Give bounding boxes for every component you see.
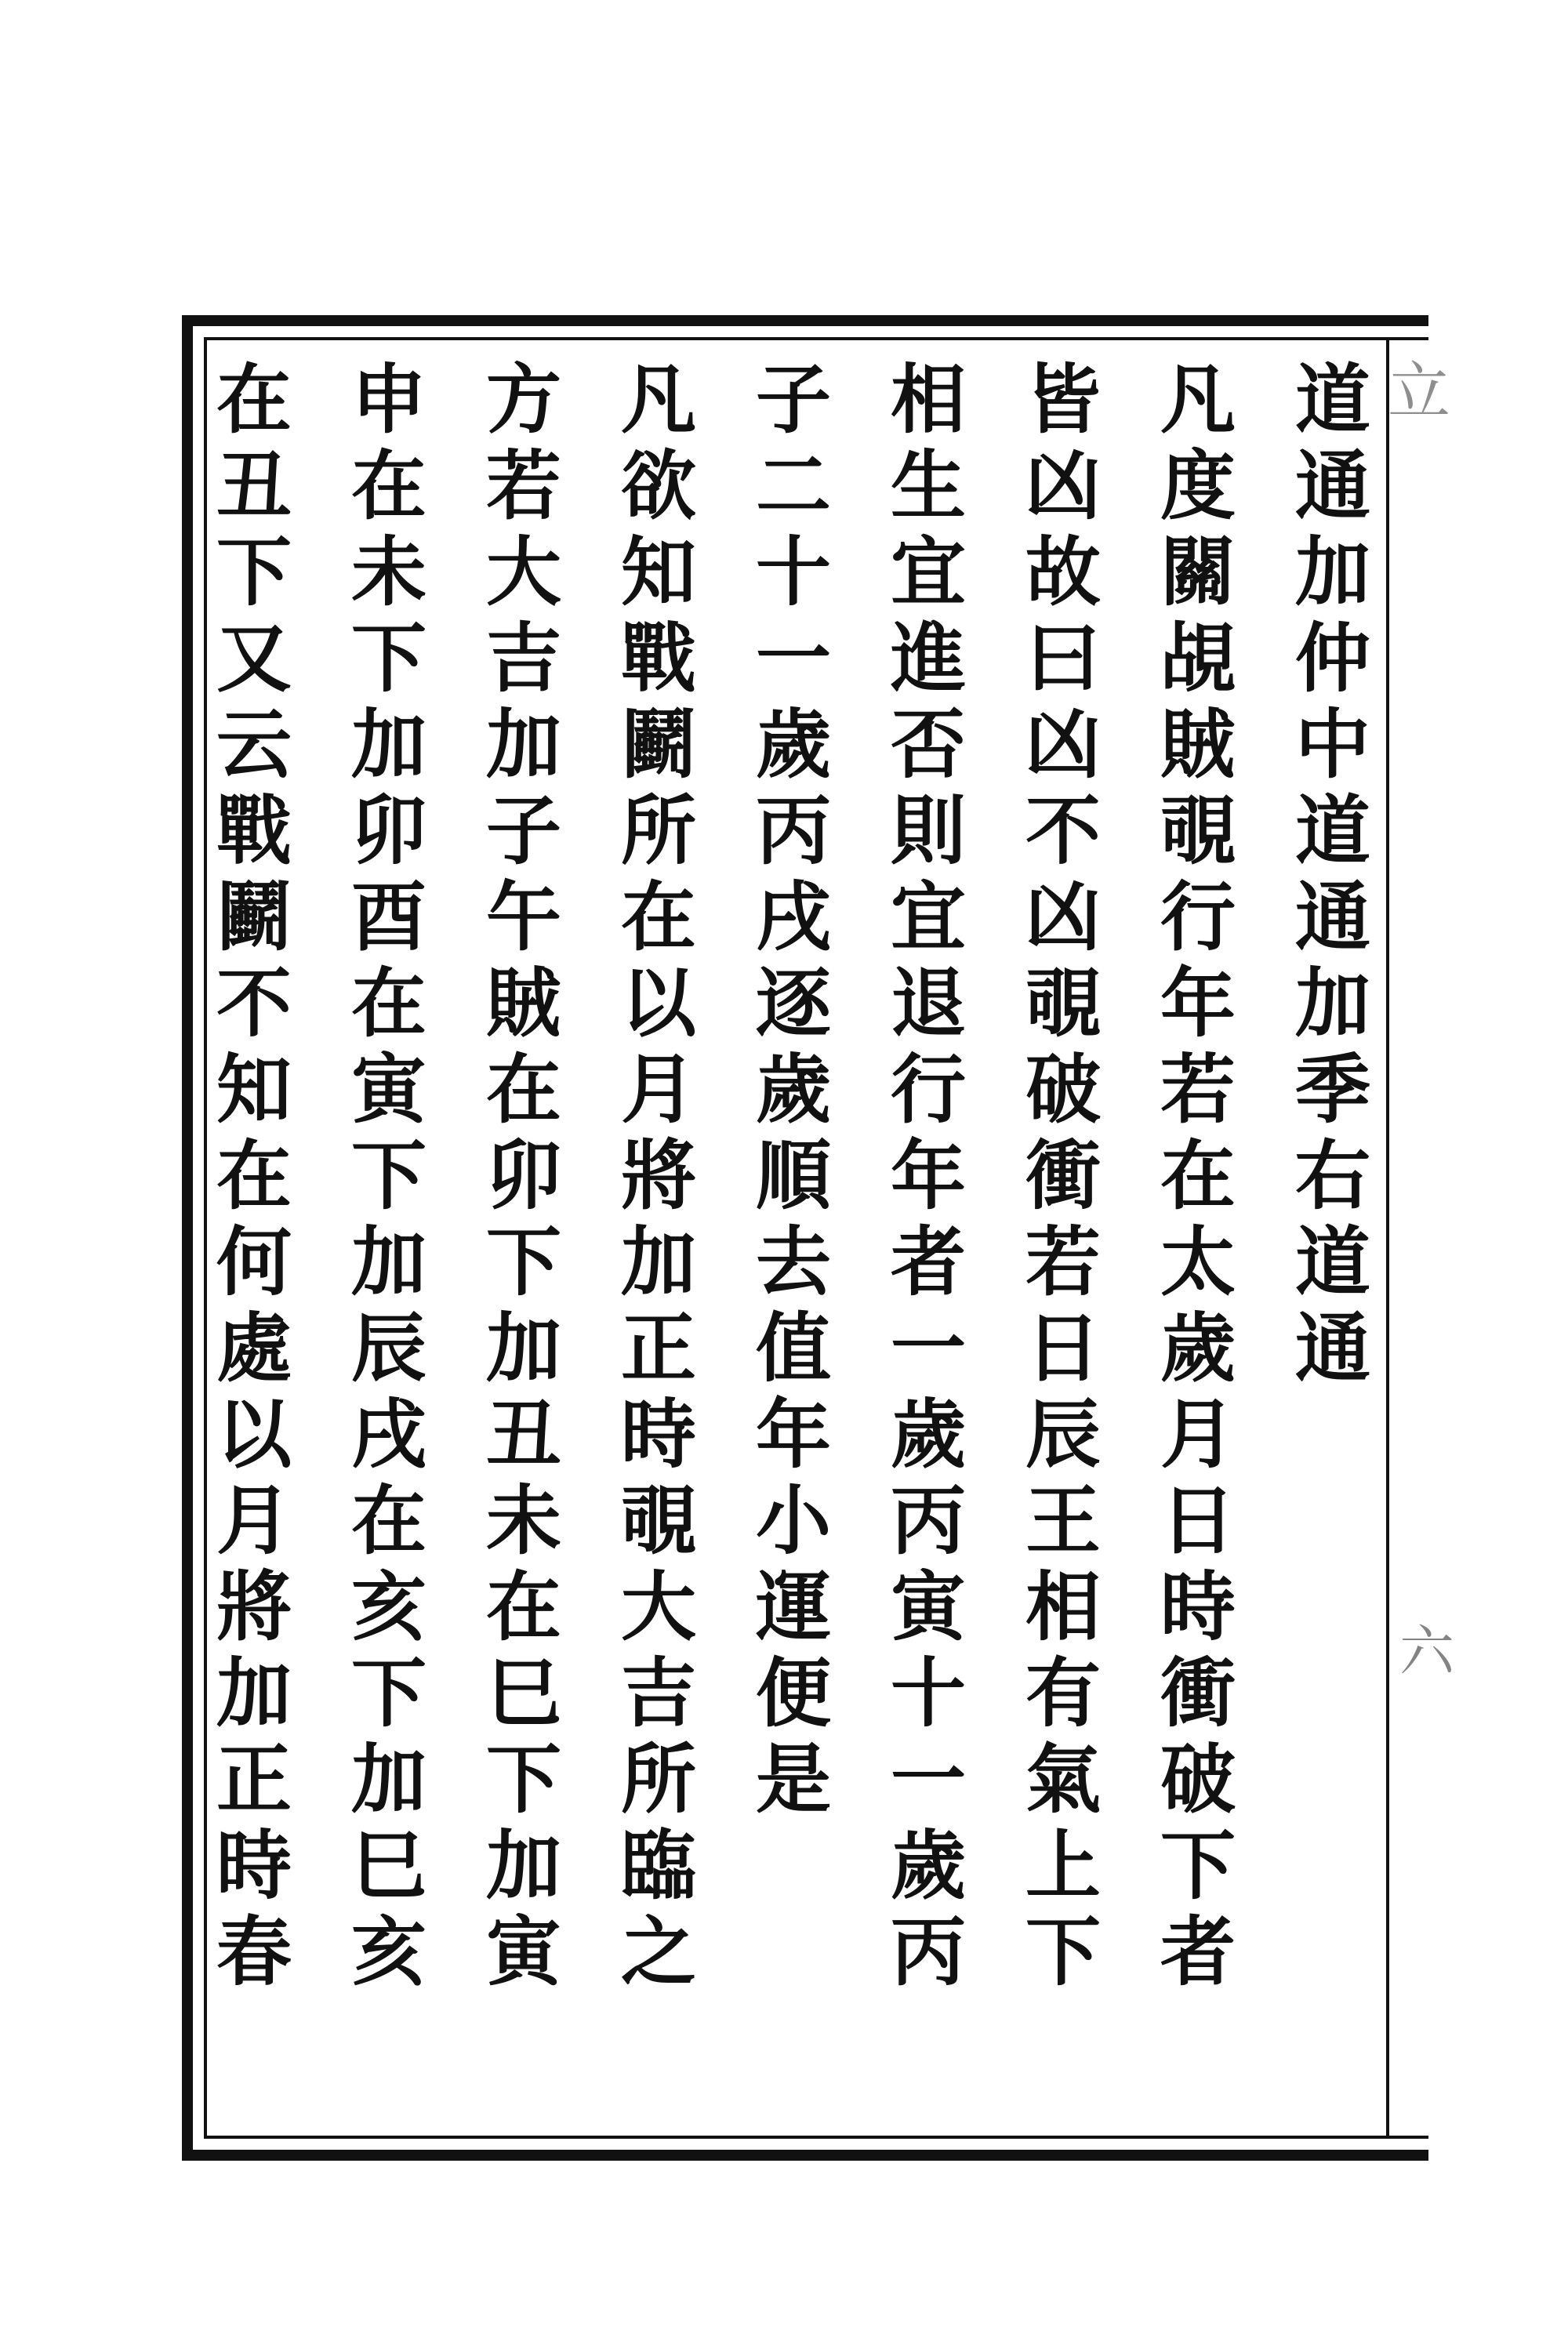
text-character: 歲 xyxy=(756,1046,831,1134)
text-character: 下 xyxy=(351,615,426,702)
text-character: 相 xyxy=(891,356,966,444)
text-character: 之 xyxy=(621,1908,696,1996)
text-character: 道 xyxy=(1295,1218,1370,1306)
text-character: 在 xyxy=(621,873,696,961)
text-character: 宜 xyxy=(891,528,966,616)
text-character: 凶 xyxy=(1025,701,1101,789)
text-character: 生 xyxy=(891,442,966,530)
text-character: 在 xyxy=(351,960,426,1047)
text-character: 覘 xyxy=(1160,615,1236,702)
text-character: 故 xyxy=(1025,528,1101,616)
text-character: 在 xyxy=(1160,1132,1236,1220)
text-character: 下 xyxy=(1160,1822,1236,1910)
text-character: 將 xyxy=(621,1132,696,1220)
text-character: 皆 xyxy=(1025,356,1101,444)
text-character: 午 xyxy=(486,873,561,961)
text-character: 加 xyxy=(1295,528,1370,616)
text-character: 卯 xyxy=(351,787,426,875)
text-character: 未 xyxy=(351,528,426,616)
text-character: 賊 xyxy=(1160,701,1236,789)
text-character: 下 xyxy=(351,1650,426,1737)
text-character: 宜 xyxy=(891,873,966,961)
text-character: 逐 xyxy=(756,960,831,1047)
text-character: 二 xyxy=(756,442,831,530)
text-character: 若 xyxy=(486,442,561,530)
text-character: 戰 xyxy=(216,787,292,875)
text-column xyxy=(338,357,440,1995)
text-character: 下 xyxy=(216,528,292,616)
text-character: 十 xyxy=(756,528,831,616)
text-character: 吉 xyxy=(621,1650,696,1737)
text-character: 季 xyxy=(1295,1046,1370,1134)
text-character: 丑 xyxy=(216,442,292,530)
text-character: 日 xyxy=(1025,1305,1101,1392)
text-character: 寅 xyxy=(486,1908,561,1996)
text-character: 太 xyxy=(1160,1218,1236,1306)
text-character: 通 xyxy=(1295,873,1370,961)
text-character: 下 xyxy=(486,1218,561,1306)
text-character: 否 xyxy=(891,701,966,789)
text-character: 覗 xyxy=(621,1477,696,1565)
text-character: 中 xyxy=(1295,701,1370,789)
text-character: 丙 xyxy=(891,1477,966,1565)
frame-inner-top-rule xyxy=(204,337,1428,340)
text-character: 曰 xyxy=(1025,615,1101,702)
text-character: 王 xyxy=(1025,1477,1101,1565)
text-column xyxy=(742,357,844,1823)
text-character: 衝 xyxy=(1160,1650,1236,1737)
text-character: 寅 xyxy=(351,1046,426,1134)
frame-right-rule xyxy=(1386,337,1389,2139)
text-character: 所 xyxy=(621,787,696,875)
text-character: 加 xyxy=(621,1218,696,1306)
text-character: 歲 xyxy=(891,1822,966,1910)
text-character: 行 xyxy=(1160,873,1236,961)
text-character: 若 xyxy=(1160,1046,1236,1134)
text-character: 仲 xyxy=(1295,615,1370,702)
text-character: 衝 xyxy=(1025,1132,1101,1220)
text-character: 月 xyxy=(216,1477,292,1565)
text-character: 子 xyxy=(486,787,561,875)
text-character: 便 xyxy=(756,1650,831,1737)
frame-inner-bottom-rule xyxy=(204,2136,1428,2139)
text-character: 何 xyxy=(216,1218,292,1306)
text-character: 是 xyxy=(756,1736,831,1824)
text-column xyxy=(473,357,575,1995)
text-character: 加 xyxy=(351,701,426,789)
text-character: 相 xyxy=(1025,1563,1101,1651)
text-character: 卯 xyxy=(486,1132,561,1220)
text-character: 鬬 xyxy=(216,873,292,961)
text-character: 在 xyxy=(216,356,292,444)
text-character: 時 xyxy=(1160,1563,1236,1651)
text-character: 有 xyxy=(1025,1650,1101,1737)
text-character: 順 xyxy=(756,1132,831,1220)
text-character: 小 xyxy=(756,1477,831,1565)
text-character: 右 xyxy=(1295,1132,1370,1220)
text-character: 亥 xyxy=(351,1908,426,1996)
text-character: 寅 xyxy=(891,1563,966,1651)
text-character: 吉 xyxy=(486,615,561,702)
text-character: 在 xyxy=(351,442,426,530)
text-character: 行 xyxy=(891,1046,966,1134)
text-character: 在 xyxy=(216,1132,292,1220)
text-character: 在 xyxy=(486,1563,561,1651)
text-character: 月 xyxy=(621,1046,696,1134)
text-character: 十 xyxy=(891,1650,966,1737)
text-character: 鬬 xyxy=(621,701,696,789)
text-character: 將 xyxy=(216,1563,292,1651)
text-character: 者 xyxy=(891,1218,966,1306)
text-character: 上 xyxy=(1025,1822,1101,1910)
text-character: 下 xyxy=(351,1132,426,1220)
text-character: 時 xyxy=(216,1822,292,1910)
margin-fragment xyxy=(1388,345,1450,439)
text-character: 通 xyxy=(1295,1305,1370,1392)
text-character: 子 xyxy=(756,356,831,444)
text-character: 酉 xyxy=(351,873,426,961)
text-character: 道 xyxy=(1295,787,1370,875)
text-character: 處 xyxy=(216,1305,292,1392)
margin-fragment-text: 立 xyxy=(1388,355,1450,428)
text-character: 則 xyxy=(891,787,966,875)
text-character: 關 xyxy=(1160,528,1236,616)
text-character: 道 xyxy=(1295,356,1370,444)
text-column xyxy=(1147,357,1249,1995)
text-character: 戌 xyxy=(756,873,831,961)
text-character: 破 xyxy=(1025,1046,1101,1134)
text-character: 丙 xyxy=(756,787,831,875)
text-column xyxy=(1282,357,1384,1392)
text-column xyxy=(608,357,710,1995)
text-character: 加 xyxy=(351,1736,426,1824)
text-character: 日 xyxy=(1160,1477,1236,1565)
text-character: 大 xyxy=(621,1563,696,1651)
text-character: 加 xyxy=(1295,960,1370,1047)
text-character: 欲 xyxy=(621,442,696,530)
text-character: 以 xyxy=(216,1391,292,1479)
text-column xyxy=(1012,357,1114,1995)
text-character: 歲 xyxy=(1160,1305,1236,1392)
text-character: 氣 xyxy=(1025,1736,1101,1824)
text-character: 辰 xyxy=(351,1305,426,1392)
text-character: 以 xyxy=(621,960,696,1047)
text-character: 月 xyxy=(1160,1391,1236,1479)
text-character: 大 xyxy=(486,528,561,616)
text-character: 加 xyxy=(351,1218,426,1306)
text-character: 知 xyxy=(216,1046,292,1134)
text-character: 下 xyxy=(486,1736,561,1824)
text-column xyxy=(877,357,979,1995)
text-character: 云 xyxy=(216,701,292,789)
text-character: 凡 xyxy=(1160,356,1236,444)
text-character: 凡 xyxy=(621,356,696,444)
text-character: 一 xyxy=(891,1305,966,1392)
text-character: 又 xyxy=(216,615,292,702)
page-marker: 六 xyxy=(1399,1619,1454,1683)
text-character: 若 xyxy=(1025,1218,1101,1306)
text-character: 進 xyxy=(891,615,966,702)
text-character: 正 xyxy=(621,1305,696,1392)
text-character: 不 xyxy=(216,960,292,1047)
text-character: 加 xyxy=(486,701,561,789)
text-character: 正 xyxy=(216,1736,292,1824)
text-character: 賊 xyxy=(486,960,561,1047)
text-character: 戌 xyxy=(351,1391,426,1479)
text-character: 一 xyxy=(756,615,831,702)
text-character: 通 xyxy=(1295,442,1370,530)
text-character: 年 xyxy=(1160,960,1236,1047)
text-character: 戰 xyxy=(621,615,696,702)
text-column xyxy=(203,357,305,1995)
text-character: 亥 xyxy=(351,1563,426,1651)
text-character: 巳 xyxy=(351,1822,426,1910)
text-character: 加 xyxy=(486,1822,561,1910)
text-character: 巳 xyxy=(486,1650,561,1737)
text-character: 凶 xyxy=(1025,873,1101,961)
text-character: 丙 xyxy=(891,1908,966,1996)
text-character: 歲 xyxy=(756,701,831,789)
text-character: 所 xyxy=(621,1736,696,1824)
text-character: 在 xyxy=(486,1046,561,1134)
text-character: 歲 xyxy=(891,1391,966,1479)
text-character: 加 xyxy=(486,1305,561,1392)
text-character: 方 xyxy=(486,356,561,444)
text-character: 覗 xyxy=(1025,960,1101,1047)
text-character: 臨 xyxy=(621,1822,696,1910)
text-character: 丑 xyxy=(486,1391,561,1479)
text-character: 覗 xyxy=(1160,787,1236,875)
text-character: 加 xyxy=(216,1650,292,1737)
text-character: 年 xyxy=(891,1132,966,1220)
text-character: 知 xyxy=(621,528,696,616)
text-character: 破 xyxy=(1160,1736,1236,1824)
text-character: 在 xyxy=(351,1477,426,1565)
text-character: 運 xyxy=(756,1563,831,1651)
text-character: 年 xyxy=(756,1391,831,1479)
text-character: 未 xyxy=(486,1477,561,1565)
text-character: 一 xyxy=(891,1736,966,1824)
text-character: 下 xyxy=(1025,1908,1101,1996)
text-character: 春 xyxy=(216,1908,292,1996)
text-character: 值 xyxy=(756,1305,831,1392)
text-character: 時 xyxy=(621,1391,696,1479)
text-character: 退 xyxy=(891,960,966,1047)
text-character: 度 xyxy=(1160,442,1236,530)
text-character: 者 xyxy=(1160,1908,1236,1996)
text-character: 申 xyxy=(351,356,426,444)
text-character: 去 xyxy=(756,1218,831,1306)
text-character: 凶 xyxy=(1025,442,1101,530)
text-character: 辰 xyxy=(1025,1391,1101,1479)
text-character: 不 xyxy=(1025,787,1101,875)
